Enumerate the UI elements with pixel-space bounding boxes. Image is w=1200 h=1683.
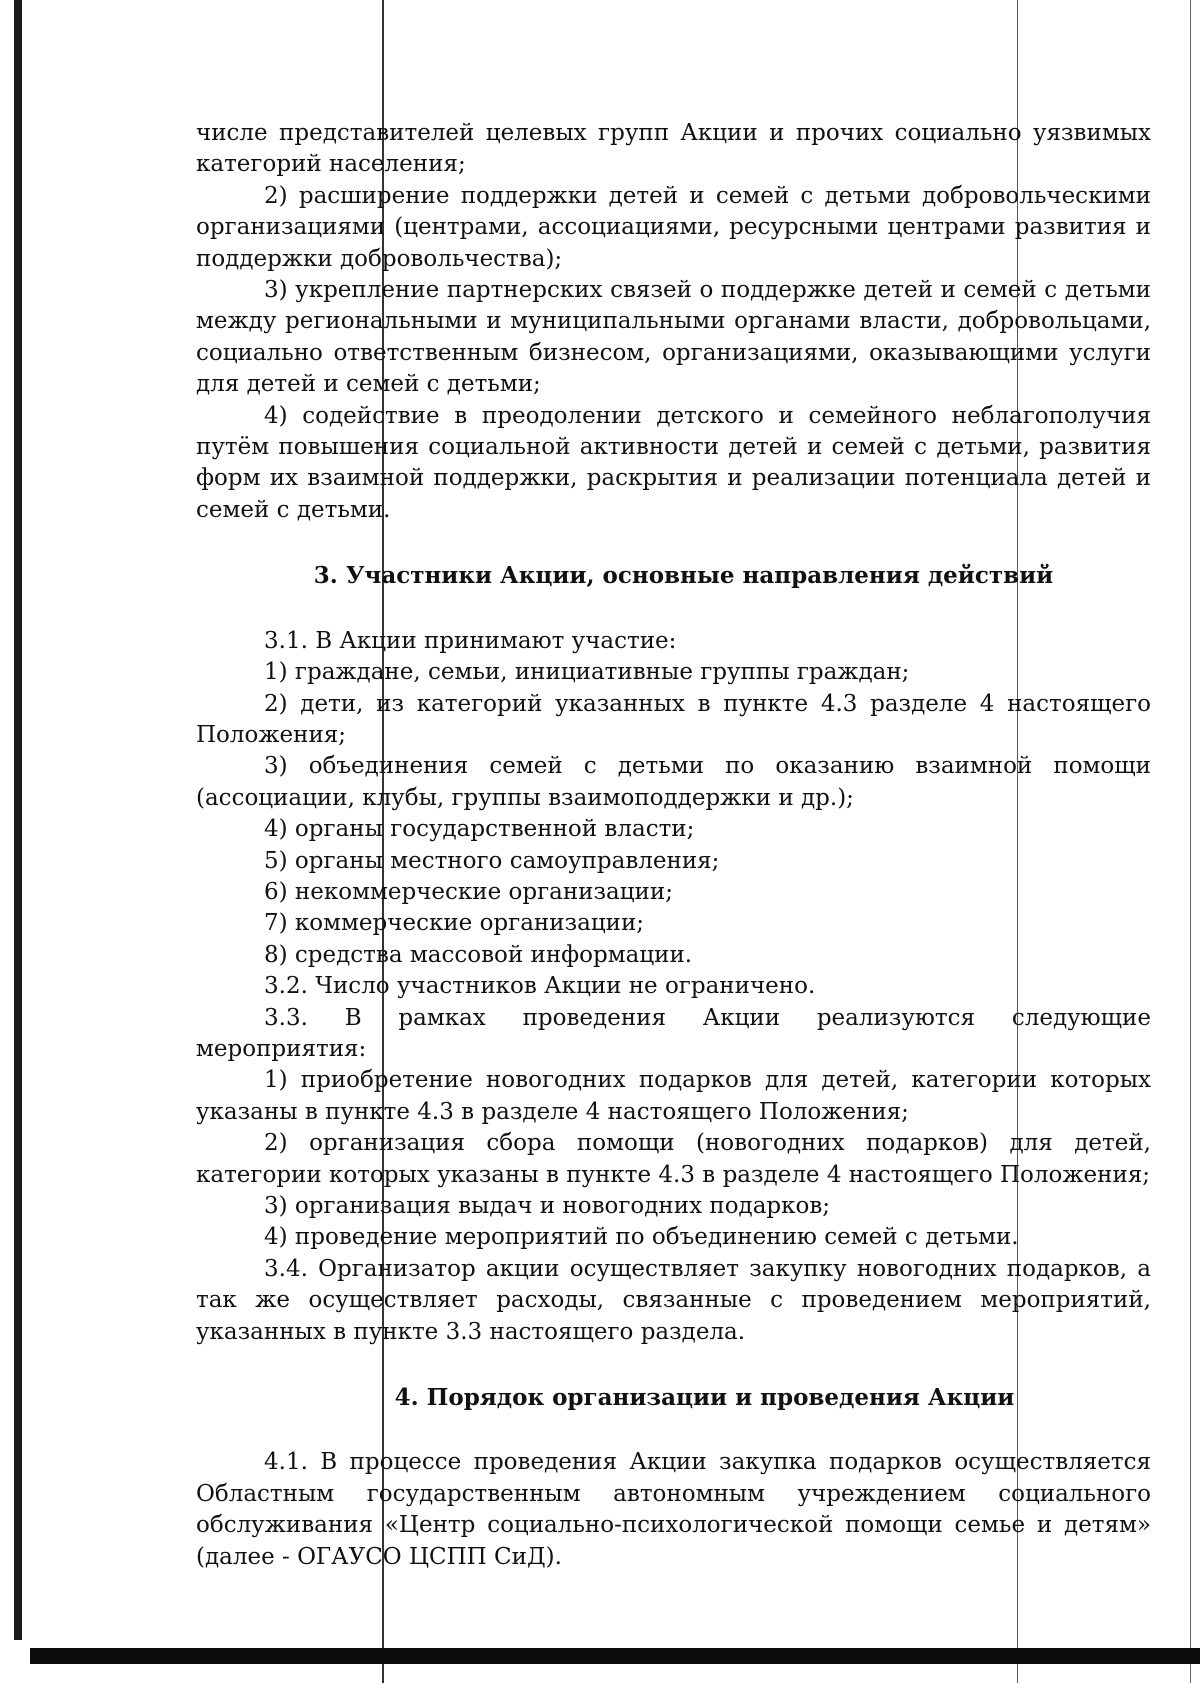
paragraph: 3) укрепление партнерских связей о поддержке детей и семей с детьми между региональными и муниципальными органами власти, добровольцами, социально ответственным бизнесом, организациями, оказывающими услуги для детей и семей с детьми; — [196, 277, 1151, 398]
paragraph: числе представителей целевых групп Акции и прочих социально уязвимых категорий населения; — [196, 120, 1151, 178]
scan-left-border — [14, 0, 22, 1640]
list-item: 1) приобретение новогодних подарков для детей, категории которых указаны в пункте 4.3 в разделе 4 настоящего Положения; — [196, 1067, 1151, 1125]
list-item: 8) средства массовой информации. — [264, 941, 693, 968]
document-body — [196, 118, 1151, 1573]
paragraph: 4) содействие в преодолении детского и семейного неблагополучия путём повышения социальной активности детей и семей с детьми, развития форм их взаимной поддержки, раскрытия и реализации потенциала детей и семей с детьми. — [196, 402, 1151, 523]
list-item: 6) некоммерческие организации; — [264, 878, 673, 905]
list-item: 4) проведение мероприятий по объединению семей с детьми. — [264, 1224, 1019, 1251]
paragraph: 3.4. Организатор акции осуществляет закупку новогодних подарков, а так же осуществляет расходы, связанные с проведением мероприятий, указанных в пункте 3.3 настоящего раздела. — [196, 1255, 1151, 1345]
list-item: 7) коммерческие организации; — [264, 910, 645, 937]
paragraph: 3.3. В рамках проведения Акции реализуются следующие мероприятия: — [196, 1004, 1151, 1062]
paragraph: 3.2. Число участников Акции не ограничено. — [264, 973, 816, 1000]
section-heading: 3. Участники Акции, основные направления действий — [313, 562, 1054, 590]
list-item: 1) граждане, семьи, инициативные группы граждан; — [264, 659, 910, 686]
list-item: 2) организация сбора помощи (новогодних подарков) для детей, категории которых указаны в пункте 4.3 в разделе 4 настоящего Положения; — [196, 1130, 1151, 1188]
list-item: 3) организация выдач и новогодних подарков; — [264, 1193, 831, 1219]
list-item: 5) органы местного самоуправления; — [264, 847, 720, 874]
scan-artifact-line — [1190, 0, 1191, 1683]
list-item: 2) дети, из категорий указанных в пункте 4.3 разделе 4 настоящего Положения; — [196, 690, 1151, 748]
paragraph: 3.1. В Акции принимают участие: — [264, 627, 677, 654]
scan-bottom-border — [30, 1648, 1200, 1664]
paragraph: 2) расширение поддержки детей и семей с детьми добровольческими организациями (центрами, ассоциациями, ресурсными центрами развития и поддержки добровольчества); — [196, 182, 1151, 272]
section-heading: 4. Порядок организации и проведения Акции — [394, 1384, 1015, 1412]
list-item: 4) органы государственной власти; — [264, 816, 695, 843]
list-item: 3) объединения семей с детьми по оказанию взаимной помощи (ассоциации, клубы, группы взаимоподдержки и др.); — [196, 753, 1151, 811]
paragraph: 4.1. В процессе проведения Акции закупка подарков осуществляется Областным государственным автономным учреждением социального обслуживания «Центр социально-психологической помощи семье и детям» (далее - ОГАУСО ЦСПП СиД). — [196, 1449, 1151, 1570]
